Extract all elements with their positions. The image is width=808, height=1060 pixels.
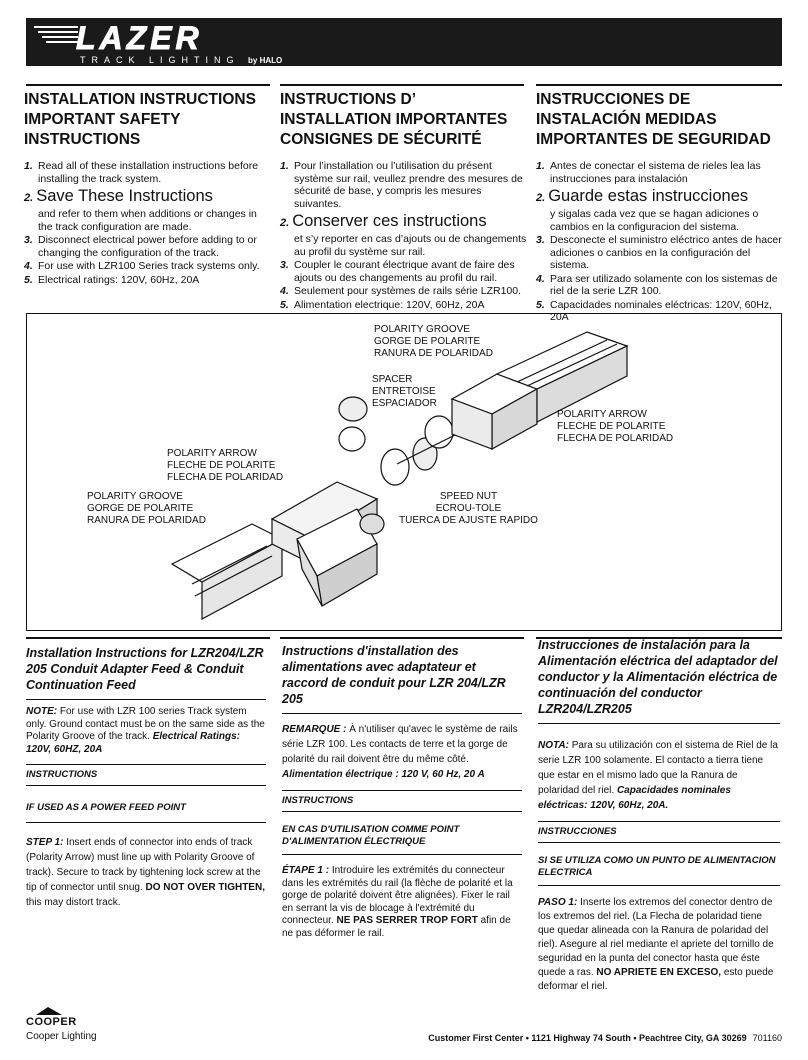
brand-logo: LAZER xyxy=(76,20,203,56)
section-title: Instructions d'installation des alimentations avec adaptateur et raccord de conduit pour LZR 204/LZR 205 xyxy=(282,644,506,706)
label-polarity-groove-top: POLARITY GROOVE GORGE DE POLARITE RANURA DE POLARIDAD xyxy=(374,324,493,359)
brand-subtitle xyxy=(80,55,282,65)
instructions-heading: INSTRUCTIONS xyxy=(282,795,354,806)
rule-fr xyxy=(280,84,524,86)
list-item: 2. Conserver ces instructions et s’y reporter en cas d’ajouts ou de changements au profil du système sur rail. xyxy=(280,212,527,258)
note: REMARQUE : À n'utiliser qu'avec le système de rails série LZR 100. Les contacts de terre et la gorge de polarité du rail doivent être du même côté. Alimentation électrique : 120 V, 60 Hz, 20 A xyxy=(282,724,518,780)
list-item: 5. Electrical ratings: 120V, 60Hz, 20A xyxy=(24,273,200,286)
rule-lower-en xyxy=(26,637,270,639)
list-item: 3. Coupler le courant électrique avant de faire des ajouts ou des changements au profil du rail. xyxy=(280,259,515,284)
section-title: Installation Instructions for LZR204/LZR 205 Conduit Adapter Feed & Conduit Continuation Feed xyxy=(26,646,264,692)
section-title: INSTRUCTIONS D’ INSTALLATION IMPORTANTES CONSIGNES DE SÉCURITÉ xyxy=(280,91,508,148)
power-feed-heading: IF USED AS A POWER FEED POINT xyxy=(26,802,186,813)
subtitle-text: TRACK LIGHTING xyxy=(80,55,240,65)
label-polarity-groove-left: POLARITY GROOVE GORGE DE POLARITE RANURA DE POLARIDAD xyxy=(87,491,206,526)
list-item: 1. Read all of these installation instructions before installing the track system. xyxy=(24,160,259,185)
assembly-illustration xyxy=(27,314,780,629)
instructions-heading: INSTRUCCIONES xyxy=(538,826,617,837)
list-item: 3. Desconecte el suministro eléctrico antes de hacer adiciones o canbios en la configuración del sistema. xyxy=(536,234,782,271)
by-halo: by HALO xyxy=(248,56,283,65)
steps-list xyxy=(280,160,530,311)
label-polarity-arrow-right: POLARITY ARROW FLECHE DE POLARITE FLECHA DE POLARIDAD xyxy=(557,409,674,444)
instructions-heading: INSTRUCTIONS xyxy=(26,769,98,780)
list-item: 1. Pour l’installation ou l’utilisation du présent système sur rail, veullez prendre des mesures de sécurité de base, y compris les mesures suivantes. xyxy=(280,160,523,210)
lower-french xyxy=(282,643,522,940)
steps-list xyxy=(24,160,274,286)
document-code: 701160 xyxy=(752,1033,782,1043)
power-feed-heading: SI SE UTILIZA COMO UN PUNTO DE ALIMENTACION ELECTRICA xyxy=(538,855,776,878)
note: NOTA: Para su utilización con el sistema de Riel de la serie LZR 100 solamente. El contacto a tierra tiene que estar en el mismo lado que la Ranura de polaridad del riel. Capacidades nominales eléctricas: 120V, 60Hz, 20A. xyxy=(538,740,778,811)
cooper-lighting: Cooper Lighting xyxy=(26,1031,97,1042)
english-section xyxy=(24,90,274,287)
french-section xyxy=(280,90,530,312)
power-feed-heading: EN CAS D'UTILISATION COMME POINT D'ALIMENTATION ÉLECTRIQUE xyxy=(282,824,460,847)
section-title: INSTRUCCIONES DE INSTALACIÓN MEDIDAS IMPORTANTES DE SEGURIDAD xyxy=(536,91,771,148)
cooper-brand: COOPER xyxy=(26,1016,77,1028)
section-title: INSTALLATION INSTRUCTIONS IMPORTANT SAFETY INSTRUCTIONS xyxy=(24,91,256,148)
step-1: PASO 1: Inserte los extremos del conector dentro de los extremos del riel. (La Flecha de polaridad tiene que quedar alineada con la Ranura de polaridad del riel). Asegure al riel mediante el apriete del tornillo de seguridad en la punta del conector hasta que éste quede a ras. NO APRIETE EN EXCESO, esto puede deformar el riel. xyxy=(538,897,774,992)
list-item: 5. Capacidades nominales eléctricas: 120V, 60Hz, 20A xyxy=(536,298,772,323)
note: NOTE: For use with LZR 100 series Track system only. Ground contact must be on the same side as the Polarity Groove of the track. Electrical Ratings: 120V, 60HZ, 20A xyxy=(26,706,265,755)
step-1: ÉTAPE 1 : Introduire les extrémités du connecteur dans les extrémités du rail (la flèche de polarité et la gorge de polarité doivent être alignées). Fixer le rail en serrant la vis de blocage à l'extrémité du connecteur. NE PAS SERRER TROP FORT afin de ne pas déformer le rail. xyxy=(282,865,513,939)
list-item: 1. Antes de conectar el sistema de rieles lea las instrucciones para instalación xyxy=(536,160,761,185)
list-item: 2. Save These Instructions and refer to them when additions or changes in the track configuration are made. xyxy=(24,187,257,233)
list-item: 3. Disconnect electrical power before adding to or changing the configuration of the track. xyxy=(24,234,257,259)
rule-en xyxy=(26,84,270,86)
list-item: 2. Guarde estas instrucciones y sigalas cada vez que se hagan adiciones o cambios en la configuracion del sistema. xyxy=(536,187,759,233)
cooper-logo xyxy=(26,1005,97,1042)
spanish-section xyxy=(536,90,786,325)
rule-lower-fr xyxy=(280,637,524,639)
steps-list xyxy=(536,160,786,324)
step-1: STEP 1: Insert ends of connector into ends of track (Polarity Arrow) must line up with Polarity Groove of track). Secure to track by tightening lock screw at the tip of connector until snug. DO NOT OVER TIGHTEN, this may distort track. xyxy=(26,837,265,908)
section-title: Instrucciones de instalación para la Alimentación eléctrica del adaptador del conductor y la Alimentación eléctrica de continuación del conductor LZR204/LZR205 xyxy=(538,638,778,716)
lower-spanish xyxy=(538,637,780,994)
lazer-logo-stripes xyxy=(34,24,78,46)
list-item: 4. Para ser utilizado solamente con los sistemas de riel de la serie LZR 100. xyxy=(536,272,778,297)
list-item: 4. Seulement pour systèmes de rails série LZR100. xyxy=(280,285,522,297)
label-speed-nut: SPEED NUT ECROU-TOLE TUERCA DE AJUSTE RAPIDO xyxy=(399,491,538,526)
label-spacer: SPACER ENTRETOISE ESPACIADOR xyxy=(372,374,437,409)
assembly-diagram xyxy=(26,313,782,631)
rule-es xyxy=(536,84,782,86)
list-item: 5. Alimentation electrique: 120V, 60Hz, 20A xyxy=(280,298,485,311)
footer-address xyxy=(428,1033,782,1043)
list-item: 4. For use with LZR100 Series track systems only. xyxy=(24,260,260,272)
lower-english xyxy=(26,645,266,910)
label-polarity-arrow-left: POLARITY ARROW FLECHE DE POLARITE FLECHA DE POLARIDAD xyxy=(167,448,284,483)
address-text: Customer First Center • 1121 Highway 74 South • Peachtree City, GA 30269 xyxy=(428,1033,747,1043)
